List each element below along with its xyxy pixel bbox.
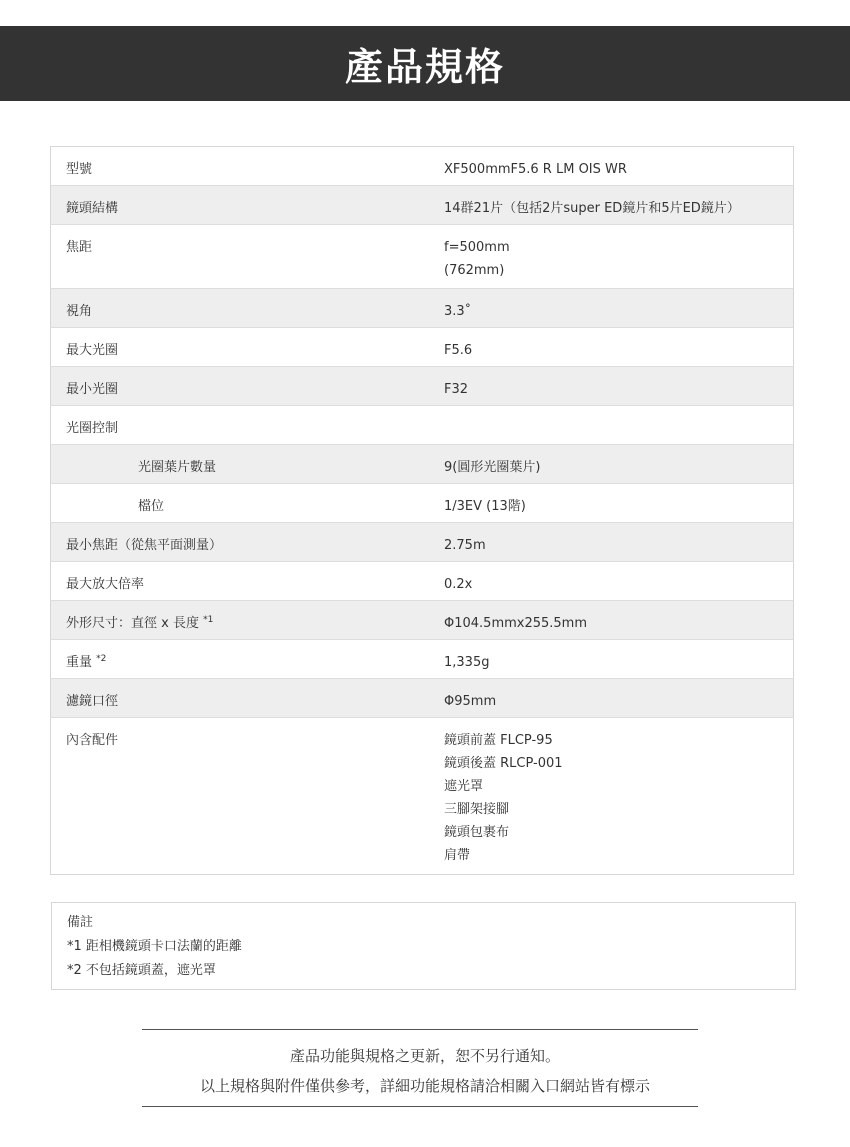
spec-label: 型號: [66, 162, 93, 177]
page-title: 產品規格: [344, 45, 505, 89]
spec-row: [51, 186, 794, 225]
page-header: [0, 26, 850, 101]
accessory-item: 鏡頭後蓋 RLCP-001: [444, 756, 563, 771]
spec-value: 2.75m: [429, 523, 794, 562]
spec-value: 3.3˚: [429, 289, 794, 328]
spec-row: [51, 562, 794, 601]
spec-value: Φ95mm: [429, 679, 794, 718]
spec-label-cell: [51, 601, 430, 640]
spec-row: [51, 406, 794, 445]
spec-value: 1,335g: [429, 640, 794, 679]
spec-label: 光圈控制: [51, 406, 430, 445]
notes-box: [51, 902, 796, 990]
notes-title: 備註: [67, 915, 94, 930]
spec-label: 鏡頭結構: [51, 186, 430, 225]
spec-row: [51, 445, 794, 484]
spec-label: 濾鏡口徑: [51, 679, 430, 718]
spec-label: 焦距: [51, 225, 430, 289]
spec-label: 最小焦距（從焦平面測量）: [51, 523, 430, 562]
spec-value: F32: [429, 367, 794, 406]
accessory-item: 三腳架接腳: [444, 802, 510, 817]
spec-value: [429, 406, 794, 445]
footer-divider-bottom: [142, 1106, 698, 1107]
accessory-item: 遮光罩: [444, 779, 484, 794]
note-item: *1 距相機鏡頭卡口法蘭的距離: [67, 939, 242, 954]
spec-label: 最小光圈: [51, 367, 430, 406]
spec-label: 重量: [66, 655, 93, 670]
spec-label: 最大光圈: [51, 328, 430, 367]
spec-value: 9(圓形光圈葉片): [429, 445, 794, 484]
spec-value: Φ104.5mmx255.5mm: [429, 601, 794, 640]
note-item: *2 不包括鏡頭蓋，遮光罩: [67, 963, 216, 978]
spec-value: XF500mmF5.6 R LM OIS WR: [444, 162, 627, 177]
spec-row: [51, 601, 794, 640]
spec-label-cell: [51, 640, 430, 679]
spec-row: [51, 289, 794, 328]
spec-value: [429, 718, 794, 875]
footnote-marker: *2: [96, 654, 107, 664]
spec-row: [51, 484, 794, 523]
spec-label: 外形尺寸：直徑 x 長度: [66, 616, 199, 631]
spec-sublabel: 光圈葉片數量: [51, 445, 430, 484]
spec-value: 14群21片（包括2片super ED鏡片和5片ED鏡片）: [429, 186, 794, 225]
spec-row: [51, 718, 794, 875]
spec-row: [51, 225, 794, 289]
spec-sublabel: 檔位: [51, 484, 430, 523]
spec-row: [51, 640, 794, 679]
spec-table: [50, 146, 794, 875]
accessory-item: 鏡頭包裹布: [444, 825, 510, 840]
footnote-marker: *1: [203, 615, 214, 625]
footer-divider-top: [142, 1029, 698, 1030]
spec-value: 1/3EV (13階): [429, 484, 794, 523]
spec-value: F5.6: [429, 328, 794, 367]
spec-row: [51, 523, 794, 562]
spec-label: 內含配件: [51, 718, 430, 875]
spec-label: 視角: [51, 289, 430, 328]
spec-value: 0.2x: [429, 562, 794, 601]
spec-label: 最大放大倍率: [51, 562, 430, 601]
spec-row: [51, 367, 794, 406]
spec-value: [429, 225, 794, 289]
spec-value-line: f=500mm: [444, 240, 510, 255]
footer-notice: 產品功能與規格之更新，恕不另行通知。: [289, 1047, 560, 1065]
spec-value-line: (762mm): [444, 263, 505, 278]
spec-row: [51, 328, 794, 367]
spec-row: [51, 147, 794, 186]
footer-disclaimer: 以上規格與附件僅供參考，詳細功能規格請洽相關入口網站皆有標示: [199, 1077, 650, 1095]
accessory-item: 鏡頭前蓋 FLCP-95: [444, 733, 553, 748]
accessory-item: 肩帶: [444, 848, 471, 863]
spec-row: [51, 679, 794, 718]
